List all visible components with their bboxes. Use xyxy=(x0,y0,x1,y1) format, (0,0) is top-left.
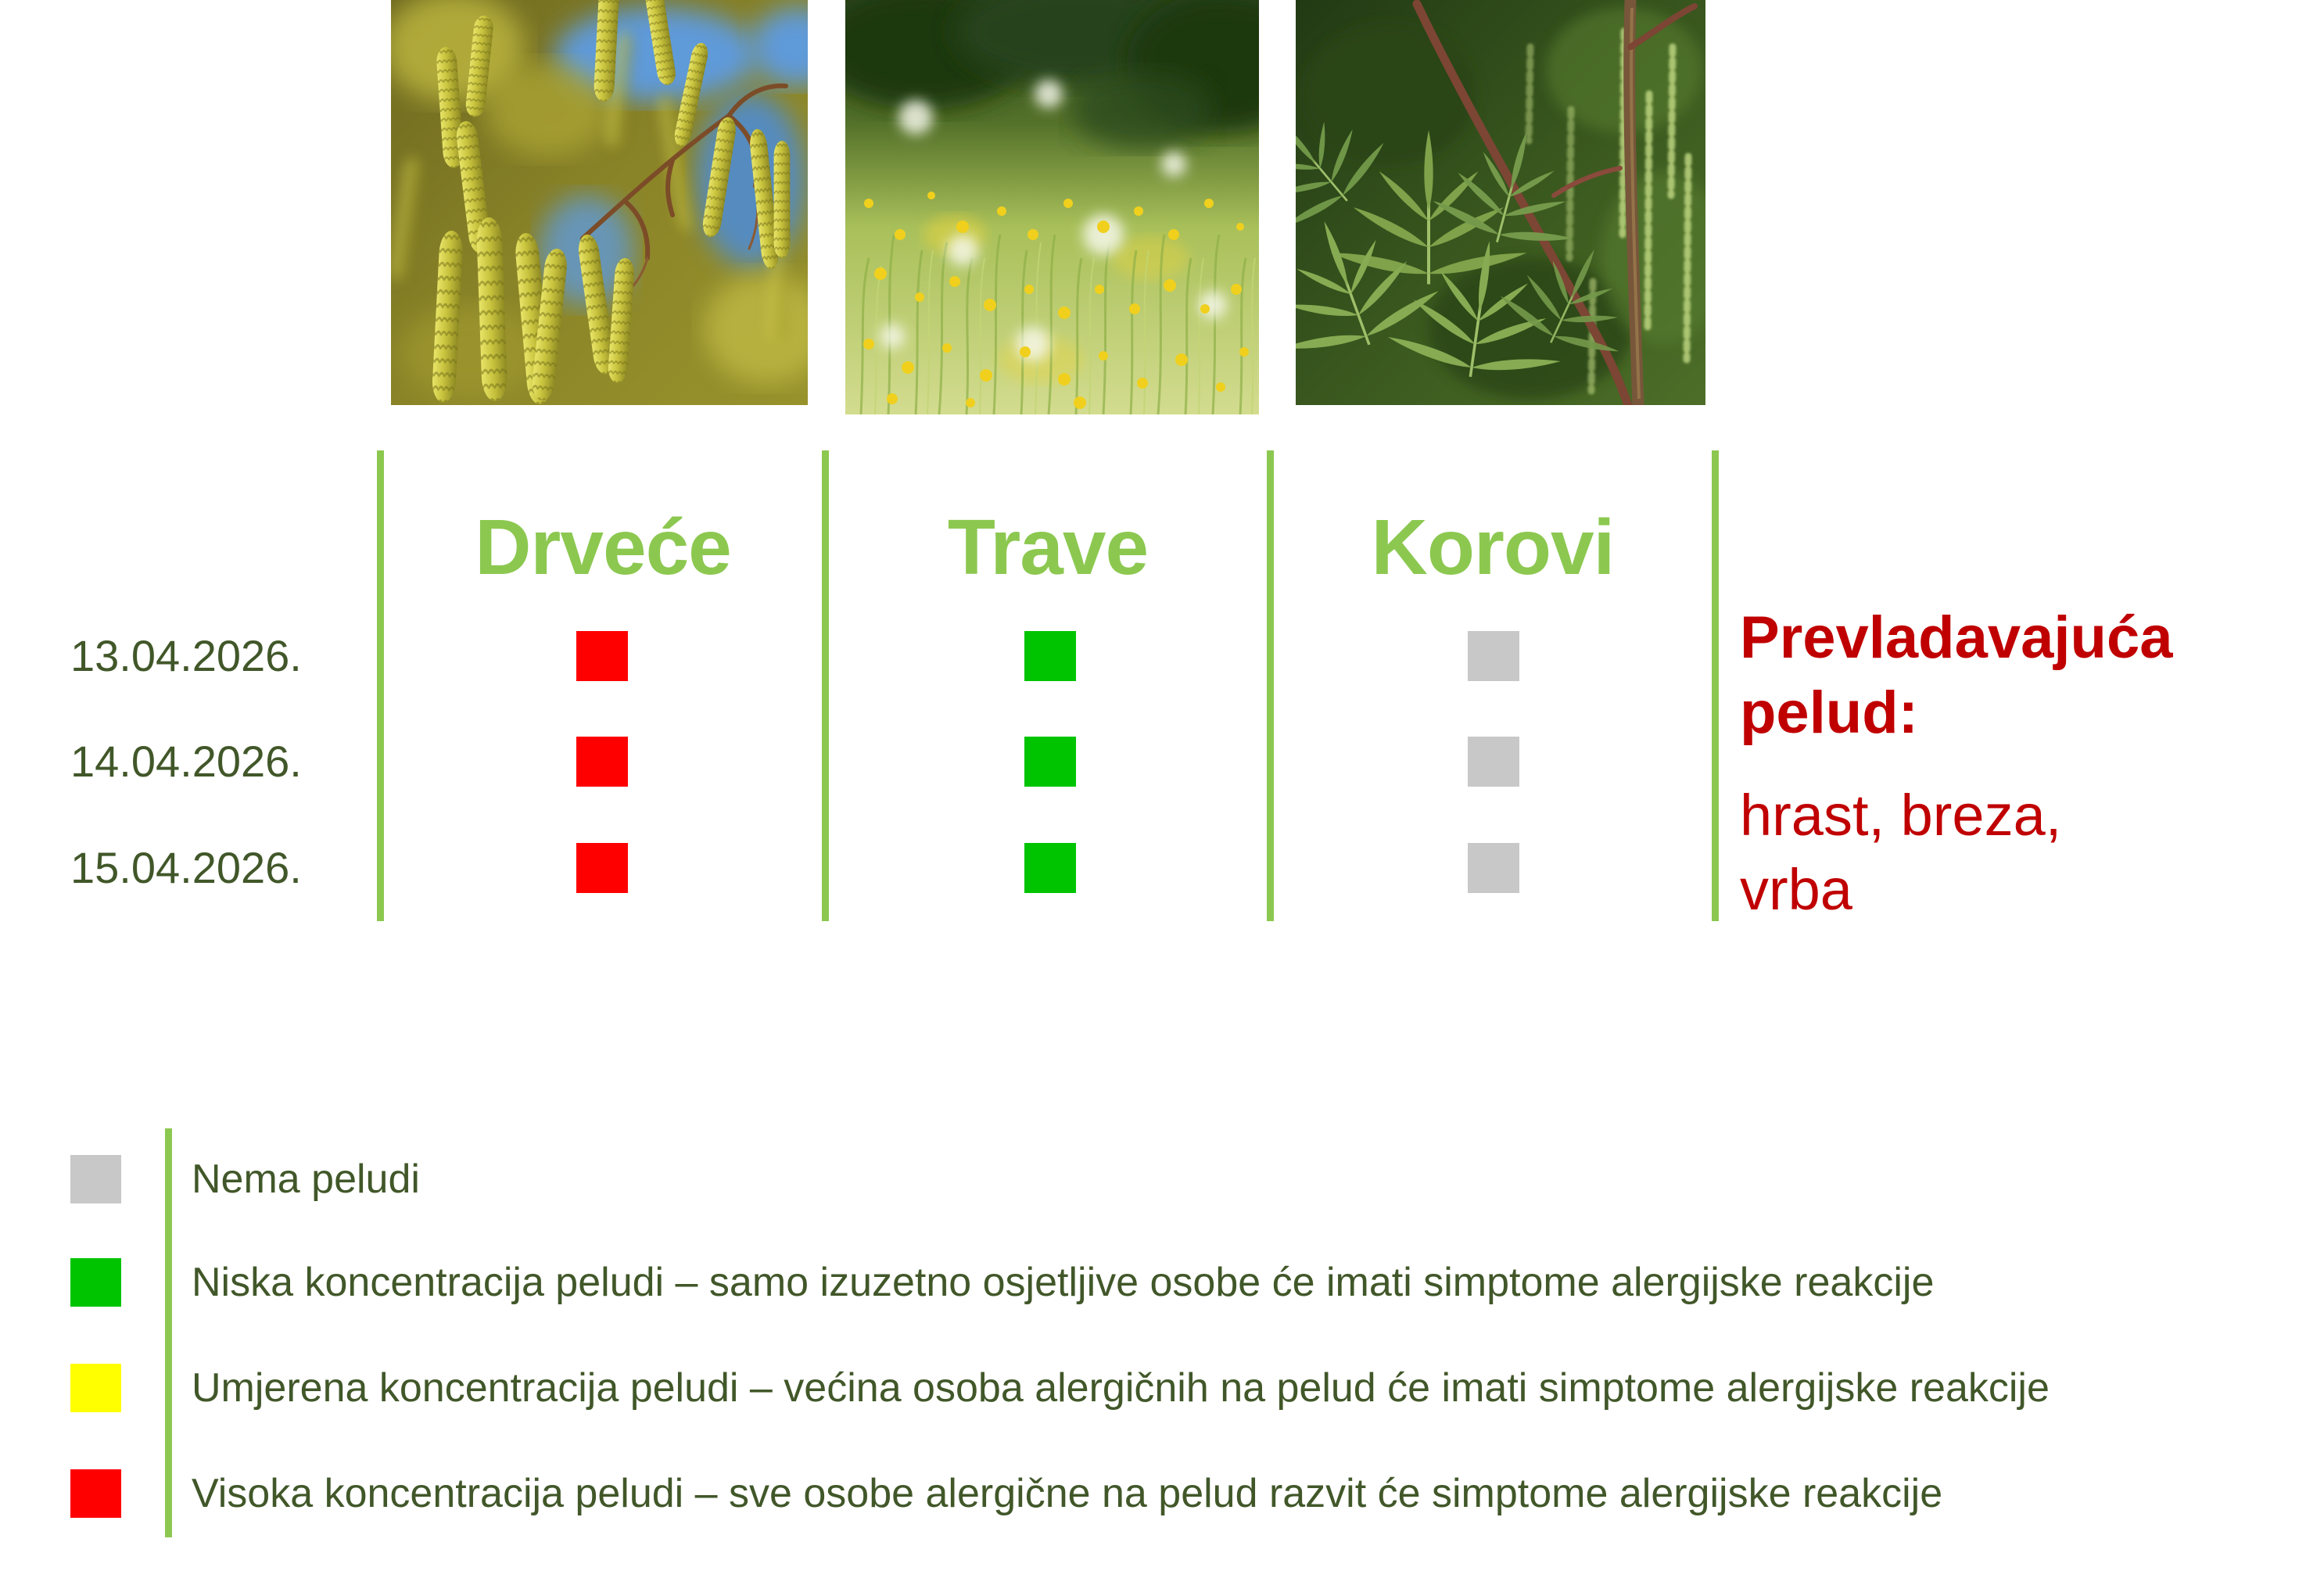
legend-swatch-visoka xyxy=(70,1469,121,1518)
grass-meadow-photo xyxy=(845,0,1259,414)
dominant-pollen-value-line-1: hrast, breza, xyxy=(1740,783,2062,848)
tree-catkins-photo xyxy=(391,0,808,405)
ragweed-illustration xyxy=(1296,0,1705,405)
column-divider-line-2 xyxy=(822,450,829,921)
column-header-korovi: Korovi xyxy=(1371,504,1615,591)
column-header-drvece: Drveće xyxy=(475,504,731,591)
legend-text-visoka: Visoka koncentracija peludi – sve osobe alergične na pelud razvit će simptome alergijske reakcije xyxy=(192,1471,1943,1516)
ragweed-photo xyxy=(1296,0,1705,405)
column-divider-line-1 xyxy=(377,450,384,921)
legend-swatch-umjerena xyxy=(70,1364,121,1412)
tree-catkins-illustration xyxy=(391,0,808,405)
pollen-cell-korovi-row-3 xyxy=(1468,843,1519,893)
dominant-pollen-title-line-2: pelud: xyxy=(1740,680,1918,746)
column-divider-line-4 xyxy=(1712,450,1719,921)
date-label-row-1: 13.04.2026. xyxy=(70,631,302,680)
pollen-cell-drvece-row-3 xyxy=(576,843,628,893)
pollen-cell-trave-row-3 xyxy=(1024,843,1076,893)
pollen-cell-trave-row-2 xyxy=(1024,737,1076,787)
legend-text-umjerena: Umjerena koncentracija peludi – većina osoba alergičnih na pelud će imati simptome alergijske reakcije xyxy=(192,1365,2050,1411)
legend-text-niska: Niska koncentracija peludi – samo izuzetno osjetljive osobe će imati simptome alergijske reakcije xyxy=(192,1260,1935,1305)
dominant-pollen-value-line-2: vrba xyxy=(1740,857,1852,922)
pollen-cell-korovi-row-2 xyxy=(1468,737,1519,787)
grass-meadow-illustration xyxy=(845,0,1259,414)
date-label-row-2: 14.04.2026. xyxy=(70,737,302,786)
legend-swatch-niska xyxy=(70,1258,121,1307)
legend-divider-line xyxy=(165,1128,172,1537)
pollen-cell-drvece-row-1 xyxy=(576,631,628,681)
column-divider-line-3 xyxy=(1267,450,1274,921)
dominant-pollen-title-line-1: Prevladavajuća xyxy=(1740,604,2173,671)
column-header-trave: Trave xyxy=(947,504,1149,591)
legend-text-nema: Nema peludi xyxy=(192,1157,420,1202)
date-label-row-3: 15.04.2026. xyxy=(70,843,302,892)
pollen-cell-korovi-row-1 xyxy=(1468,631,1519,681)
legend-swatch-nema xyxy=(70,1155,121,1203)
pollen-cell-trave-row-1 xyxy=(1024,631,1076,681)
pollen-cell-drvece-row-2 xyxy=(576,737,628,787)
